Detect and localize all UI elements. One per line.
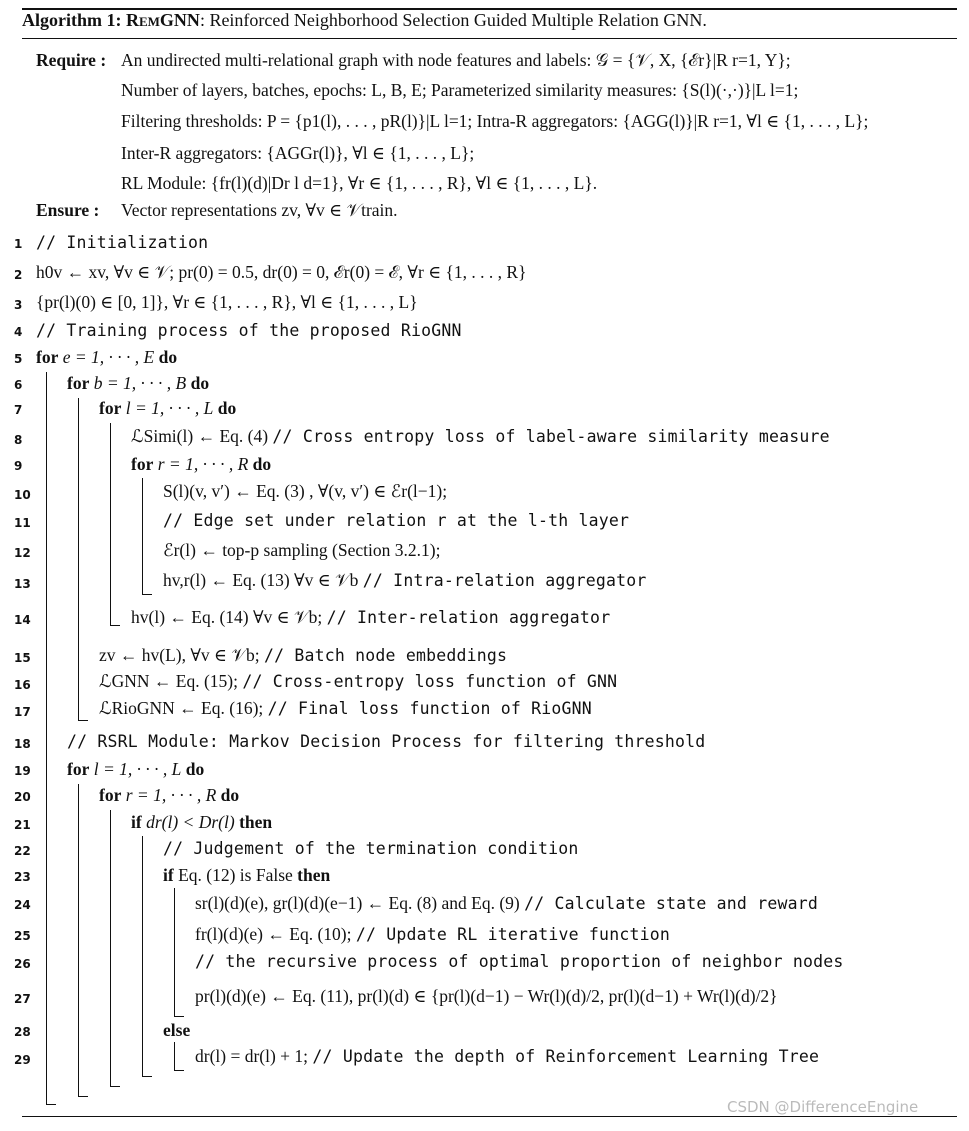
block-line-epoch <box>46 372 47 1104</box>
line-17-math: ℒRioGNN ← Eq. (16); <box>99 698 264 718</box>
line-11-comment: // Edge set under relation r at the l-th layer <box>163 511 630 530</box>
line-number: 3 <box>14 298 23 312</box>
line-number: 8 <box>14 433 23 447</box>
block-end-rl-layer <box>78 1096 88 1097</box>
line-2: h0v ← xv, ∀v ∈ 𝒱; pr(0) = 0.5, dr(0) = 0, ℰr(0) = ℰ, ∀r ∈ {1, . . . , R} <box>36 262 527 282</box>
line-29-math: dr(l) = dr(l) + 1; <box>195 1046 309 1066</box>
line-8 <box>131 426 830 447</box>
line-number: 9 <box>14 459 23 473</box>
line-number: 21 <box>14 818 31 832</box>
line-14-math: hv(l) ← Eq. (14) ∀v ∈ 𝒱b; <box>131 607 323 627</box>
line-number: 19 <box>14 764 31 778</box>
do-keyword: do <box>220 785 240 805</box>
loop-range: l = 1, · · · , L <box>125 398 214 418</box>
line-number: 13 <box>14 577 31 591</box>
line-24 <box>195 893 818 914</box>
line-19 <box>67 759 204 780</box>
line-number: 4 <box>14 325 23 339</box>
title-rule <box>22 38 957 39</box>
line-number: 18 <box>14 737 31 751</box>
line-8-math: ℒSimi(l) ← Eq. (4) <box>131 426 269 446</box>
require-line-4: Inter-R aggregators: {AGGr(l)}, ∀l ∈ {1, . . . , L}; <box>121 143 475 163</box>
block-line-layer <box>110 423 111 625</box>
line-17 <box>99 698 592 719</box>
line-6 <box>67 373 209 394</box>
do-keyword: do <box>158 347 178 367</box>
line-16 <box>99 671 617 692</box>
line-number: 25 <box>14 929 31 943</box>
do-keyword: do <box>252 454 272 474</box>
do-keyword: do <box>185 759 205 779</box>
line-number: 28 <box>14 1025 31 1039</box>
if-keyword: if <box>163 865 174 885</box>
line-27: pr(l)(d)(e) ← Eq. (11), pr(l)(d) ∈ {pr(l)(d−1) − Wr(l)(d)/2, pr(l)(d−1) + Wr(l)(d)/2} <box>195 986 778 1006</box>
for-keyword: for <box>36 347 59 367</box>
line-24-comment: // Calculate state and reward <box>524 894 818 913</box>
then-keyword: then <box>297 865 331 885</box>
loop-range: r = 1, · · · , R <box>125 785 217 805</box>
line-28-else: else <box>163 1020 191 1040</box>
watermark: CSDN @DifferenceEngine <box>727 1098 919 1116</box>
require-line-1: An undirected multi-relational graph with node features and labels: 𝒢 = {𝒱, X, {ℰr}|R r=1, Y}; <box>121 50 791 70</box>
line-20 <box>99 785 239 806</box>
line-number: 27 <box>14 992 31 1006</box>
algorithm-label: Algorithm 1: <box>22 10 122 30</box>
line-7 <box>99 398 236 419</box>
block-end-relation <box>142 594 152 595</box>
line-number: 20 <box>14 790 31 804</box>
block-line-rl-relation <box>110 810 111 1086</box>
line-10: S(l)(v, v′) ← Eq. (3) , ∀(v, v′) ∈ ℰr(l−1); <box>163 481 448 501</box>
require-line-2: Number of layers, batches, epochs: L, B, E; Parameterized similarity measures: {S(l)(·,·)}|L l=1; <box>121 80 799 100</box>
line-25-math: fr(l)(d)(e) ← Eq. (10); <box>195 924 352 944</box>
line-number: 12 <box>14 546 31 560</box>
require-line-5: RL Module: {fr(l)(d)|Dr l d=1}, ∀r ∈ {1, . . . , R}, ∀l ∈ {1, . . . , L}. <box>121 173 598 193</box>
line-15 <box>99 645 507 666</box>
line-29-comment: // Update the depth of Reinforcement Learning Tree <box>312 1047 820 1066</box>
line-8-comment: // Cross entropy loss of label-aware similarity measure <box>272 427 830 446</box>
line-4-comment: // Training process of the proposed RioGNN <box>36 321 462 340</box>
line-15-comment: // Batch node embeddings <box>263 646 508 665</box>
line-23 <box>163 865 330 886</box>
block-end-epoch <box>46 1104 56 1105</box>
algorithm-name: RemGNN <box>125 10 200 30</box>
line-18-comment: // RSRL Module: Markov Decision Process for filtering threshold <box>67 732 706 751</box>
algorithm-title-rest: : Reinforced Neighborhood Selection Guided Multiple Relation GNN. <box>199 10 707 30</box>
line-13-comment: // Intra-relation aggregator <box>362 571 647 590</box>
block-end-batch <box>78 720 88 721</box>
line-3: {pr(l)(0) ∈ [0, 1]}, ∀r ∈ {1, . . . , R}, ∀l ∈ {1, . . . , L} <box>36 292 418 312</box>
line-number: 14 <box>14 613 31 627</box>
line-number: 15 <box>14 651 31 665</box>
loop-range: r = 1, · · · , R <box>157 454 249 474</box>
for-keyword: for <box>99 398 122 418</box>
line-21 <box>131 812 272 833</box>
condition: Eq. (12) is False <box>178 865 293 885</box>
line-16-comment: // Cross-entropy loss function of GNN <box>242 672 618 691</box>
do-keyword: do <box>190 373 210 393</box>
line-24-math: sr(l)(d)(e), gr(l)(d)(e−1) ← Eq. (8) and Eq. (9) <box>195 893 520 913</box>
line-number: 1 <box>14 237 23 251</box>
line-number: 5 <box>14 352 23 366</box>
line-25-comment: // Update RL iterative function <box>355 925 670 944</box>
if-keyword: if <box>131 812 142 832</box>
line-16-math: ℒGNN ← Eq. (15); <box>99 671 238 691</box>
for-keyword: for <box>131 454 154 474</box>
line-12: ℰr(l) ← top-p sampling (Section 3.2.1); <box>163 540 441 560</box>
require-key: Require : <box>36 50 107 70</box>
line-1-comment: // Initialization <box>36 233 209 252</box>
for-keyword: for <box>99 785 122 805</box>
ensure-key: Ensure : <box>36 200 100 220</box>
line-13 <box>163 570 647 591</box>
algorithm-title <box>22 10 707 31</box>
line-number: 6 <box>14 378 23 392</box>
line-number: 16 <box>14 678 31 692</box>
line-number: 22 <box>14 844 31 858</box>
line-22-comment: // Judgement of the termination condition <box>163 839 579 858</box>
line-number: 7 <box>14 403 23 417</box>
line-number: 17 <box>14 705 31 719</box>
loop-range: e = 1, · · · , E <box>62 347 155 367</box>
line-number: 2 <box>14 268 23 282</box>
block-line-if-eq12 <box>174 888 175 1016</box>
loop-range: l = 1, · · · , L <box>93 759 182 779</box>
line-25 <box>195 924 670 945</box>
for-keyword: for <box>67 759 90 779</box>
ensure-line: Vector representations zv, ∀v ∈ 𝒱train. <box>121 200 398 220</box>
do-keyword: do <box>217 398 237 418</box>
block-end-if-depth <box>142 1076 152 1077</box>
block-line-rl-layer <box>78 784 79 1096</box>
line-number: 26 <box>14 957 31 971</box>
line-14 <box>131 607 610 628</box>
line-13-math: hv,r(l) ← Eq. (13) ∀v ∈ 𝒱b <box>163 570 359 590</box>
line-number: 24 <box>14 898 31 912</box>
block-line-relation <box>142 478 143 594</box>
line-number: 23 <box>14 870 31 884</box>
then-keyword: then <box>239 812 273 832</box>
line-26-comment: // the recursive process of optimal proportion of neighbor nodes <box>195 952 844 971</box>
line-14-comment: // Inter-relation aggregator <box>326 608 611 627</box>
block-line-batch <box>78 398 79 720</box>
condition: dr(l) < Dr(l) <box>146 812 235 832</box>
line-number: 10 <box>14 488 31 502</box>
require-line-3: Filtering thresholds: P = {p1(l), . . . , pR(l)}|L l=1; Intra-R aggregators: {AGG(l)}|R r=1, ∀l ∈ {1, . . . , L}; <box>121 111 869 131</box>
bottom-rule <box>22 1116 957 1117</box>
block-end-else <box>174 1070 184 1071</box>
line-15-math: zv ← hv(L), ∀v ∈ 𝒱b; <box>99 645 260 665</box>
line-17-comment: // Final loss function of RioGNN <box>267 699 592 718</box>
line-9 <box>131 454 271 475</box>
loop-range: b = 1, · · · , B <box>93 373 187 393</box>
for-keyword: for <box>67 373 90 393</box>
block-end-if-eq12 <box>174 1016 184 1017</box>
block-line-if-depth <box>142 836 143 1076</box>
line-5 <box>36 347 177 368</box>
block-end-rl-relation <box>110 1086 120 1087</box>
line-number: 29 <box>14 1053 31 1067</box>
block-end-layer <box>110 625 120 626</box>
block-line-else <box>174 1042 175 1070</box>
line-number: 11 <box>14 516 31 530</box>
line-29 <box>195 1046 819 1067</box>
